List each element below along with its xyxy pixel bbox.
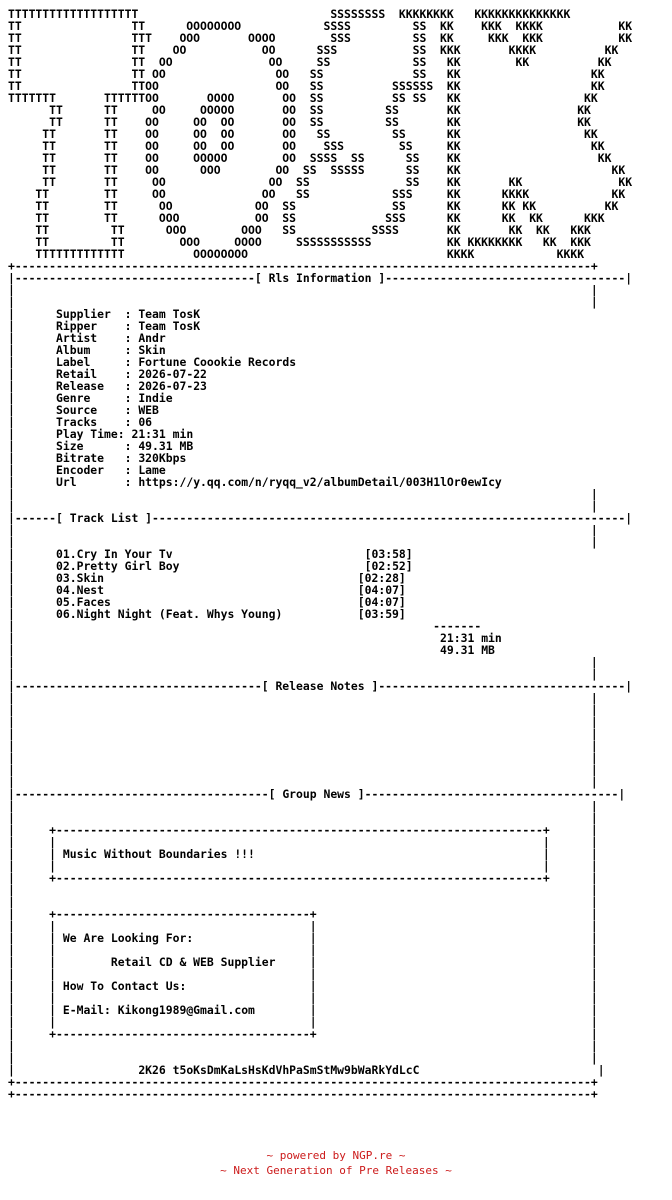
field-value-artist: Andr bbox=[138, 331, 166, 345]
field-label-release: Release bbox=[56, 379, 105, 393]
field-value-album: Skin bbox=[138, 343, 166, 357]
field-label-tracks: Tracks bbox=[56, 415, 98, 429]
field-label-ripper: Ripper bbox=[56, 319, 98, 333]
track-title: 03.Skin bbox=[56, 571, 105, 585]
total-play-time: 21:31 min bbox=[440, 631, 502, 645]
field-value-play-time: 21:31 min bbox=[131, 427, 194, 441]
field-label-play-time: Play Time bbox=[56, 427, 118, 441]
track-title: 02.Pretty Girl Boy bbox=[56, 559, 180, 573]
field-value-genre: Indie bbox=[138, 391, 173, 405]
section-title-release-notes: Release Notes bbox=[275, 679, 365, 693]
field-value-label: Fortune Coookie Records bbox=[138, 355, 297, 369]
footer-powered-by-link[interactable]: ~ powered by NGP.re ~ bbox=[266, 1149, 406, 1162]
field-value-encoder: Lame bbox=[138, 463, 166, 477]
email-link[interactable]: Kikong1989@Gmail.com bbox=[117, 1003, 255, 1017]
field-value-supplier: Team TosK bbox=[138, 307, 201, 321]
album-url-link[interactable]: https://y.qq.com/n/ryqq_v2/albumDetail/003H1lOr0ewIcy bbox=[138, 475, 502, 489]
track-duration: [02:28] bbox=[357, 571, 406, 585]
total-size: 49.31 MB bbox=[440, 643, 495, 657]
track-title: 05.Faces bbox=[56, 595, 111, 609]
field-value-source: WEB bbox=[138, 403, 159, 417]
track-duration: [04:07] bbox=[357, 583, 406, 597]
track-duration: [04:07] bbox=[357, 595, 406, 609]
section-title-group-news: Group News bbox=[282, 787, 351, 801]
release-signature: 2K26 t5oKsDmKaLsHsKdVhPaSmStMw9bWaRkYdLcC bbox=[138, 1063, 420, 1077]
field-value-bitrate: 320Kbps bbox=[138, 451, 187, 465]
footer-tagline: ~ Next Generation of Pre Releases ~ bbox=[220, 1164, 452, 1177]
track-title: 01.Cry In Your Tv bbox=[56, 547, 173, 561]
field-value-tracks: 06 bbox=[138, 415, 153, 429]
field-label-label: Label bbox=[56, 355, 91, 369]
field-label-album: Album bbox=[56, 343, 91, 357]
field-label-encoder: Encoder bbox=[56, 463, 105, 477]
track-title: 04.Nest bbox=[56, 583, 105, 597]
section-title-rls-information: Rls Information bbox=[268, 271, 372, 285]
nfo-document: TTTTTTTTTTTTTTTTTTT SSSSSSSS KKKKKKKK KKKKKKKKKKKKKK TT TT OOOOOOOO SSSS SS KK KKK KKKK KK TT TTT OOO OOOO SSS SS KK KKK KKK KK TT TT OO OO SSS SS KKK KKKK KK TT TT OO OO SS SS KK KK KK TT TT OO OO SS SS KK KK TT TTOO OO SS SSSSSS KK KK TTTTTTT TTTTTTOO OOOO OO SS SS SS KK KK TT TT OO OOOOO OO SS SS KK KK TT TT OO OO OO OO SS SS KK KK TT TT OO OO OO OO SS SS KK KK TT TT OO OO OO OO SSS SS KK KK TT TT OO OOOOO OO SSSS SS SS KK KK TT TT OO OOO OO SS SSSSS SS KK KK TT TT OO OO SS SS KK KK KK TT TT OO OO SS SSS KK KKKK KK TT TT OO OO SS SS KK KK KK KK TT TT OOO OO SS SSS KK KK KK KKK TT TT OOO OOO SS SSSS KK KK KK KKK TT TT OOO OOOO SSSSSSSSSSS KK KKKKKKKK KK KKK TTTTTTTTTTTTT OOOOOOOO KKKK KKKK +------------------------------------------------------------------------------------+ |-----------------------------------[ Rls Information ]-----------------------------------| | | | | | Supplier : Team TosK | Ripper : Team TosK | Artist : Andr | Album : Skin | Label : Fortune Coookie Records | Retail : 2026-07-22 | Release : 2026-07-23 | Genre : Indie | Source : WEB | Tracks : 06 | Play Time: 21:31 min | Size : 49.31 MB | Bitrate : 320Kbps | Encoder : Lame | Url : https://y.qq.com/n/ryqq_v2/albumDetail/003H1lOr0ewIcy | | | | |------[ Track List ]---------------------------------------------------------------------| | | | | | 01.Cry In Your Tv [03:58] | 02.Pretty Girl Boy [02:52] | 03.Skin [02:28] | 04.Nest [04:07] | 05.Faces [04:07] | 06.Night Night (Feat. Whys Young) [03:59] | ------- | 21:31 min | 49.31 MB | | | | |------------------------------------[ Release Notes ]------------------------------------| | | | | | | | | | | | | | | | | |-------------------------------------[ Group News ]-------------------------------------| | | | | | +-----------------------------------------------------------------------+ | | | | | | | Music Without Boundaries !!! | | | | | | | +-----------------------------------------------------------------------+ | | | | | | +-------------------------------------+ | | | | | | | We Are Looking For: | | | | | | | | Retail CD & WEB Supplier | | | | | | | | How To Contact Us: | | | | | | | | E-Mail: Kikong1989@Gmail.com | | | | | | | +-------------------------------------+ | | | | | | 2K26 t5oKsDmKaLsHsKdVhPaSmStMw9bWaRkYdLcC | +------------------------------------------------------------------------------------+ +------------------------------------------------------------------------------------+ bbox=[8, 7, 633, 1101]
field-label-bitrate: Bitrate bbox=[56, 451, 105, 465]
field-label-source: Source bbox=[56, 403, 98, 417]
looking-for-label: We Are Looking For: bbox=[62, 931, 194, 945]
field-label-genre: Genre bbox=[56, 391, 91, 405]
field-label-size: Size bbox=[56, 439, 84, 453]
group-slogan: Music Without Boundaries !!! bbox=[62, 847, 255, 861]
track-title: 06.Night Night (Feat. Whys Young) bbox=[56, 607, 283, 621]
field-value-release: 2026-07-23 bbox=[138, 379, 207, 393]
track-duration: [03:58] bbox=[364, 547, 413, 561]
track-duration: [03:59] bbox=[357, 607, 406, 621]
field-value-ripper: Team TosK bbox=[138, 319, 201, 333]
field-label-supplier: Supplier bbox=[56, 307, 111, 321]
footer bbox=[0, 1148, 672, 1178]
field-label-url: Url bbox=[56, 475, 77, 489]
track-duration: [02:52] bbox=[364, 559, 413, 573]
section-title-track-list: Track List bbox=[69, 511, 139, 525]
ascii-logo: TTTTTTTTTTTTTTTTTTT SSSSSSSS KKKKKKKK KKKKKKKKKKKKKK TT TT OOOOOOOO SSSS SS KK KKK KKKK KK TT TTT OOO OOOO SSS SS KK KKK KKK KK TT TT OO OO SSS SS KKK KKKK KK TT TT OO OO SS SS KK KK KK TT TT OO OO SS SS KK KK TT TTOO OO SS SSSSSS KK KK TTTTTTT TTTTTTOO OOOO OO SS SS SS KK KK TT TT OO OOOOO OO SS SS KK KK TT TT OO OO OO OO SS SS KK KK TT TT OO OO OO OO SS SS KK KK TT TT OO OO OO OO SSS SS KK KK TT TT OO OOOOO OO SSSS SS SS KK KK TT TT OO OOO OO SS SSSSS SS KK KK TT TT OO OO SS SS KK KK KK TT TT OO OO SS SSS KK KKKK KK TT TT OO OO SS SS KK KK KK KK TT TT OOO OO SS SSS KK KK KK KKK TT TT OOO OOO SS SSSS KK KK KK KKK TT TT OOO OOOO SSSSSSSSSSS KK KKKKKKKK KK KKK TTTTTTTTTTTTT OOOOOOOO KKKK KKKK bbox=[8, 7, 633, 261]
field-label-artist: Artist bbox=[56, 331, 98, 345]
field-value-size: 49.31 MB bbox=[138, 439, 194, 453]
contact-label: How To Contact Us: bbox=[62, 979, 187, 993]
looking-for-value: Retail CD & WEB Supplier bbox=[110, 955, 276, 969]
field-value-retail: 2026-07-22 bbox=[138, 367, 207, 381]
email-label: E-Mail: bbox=[62, 1003, 111, 1017]
field-label-retail: Retail bbox=[56, 367, 98, 381]
